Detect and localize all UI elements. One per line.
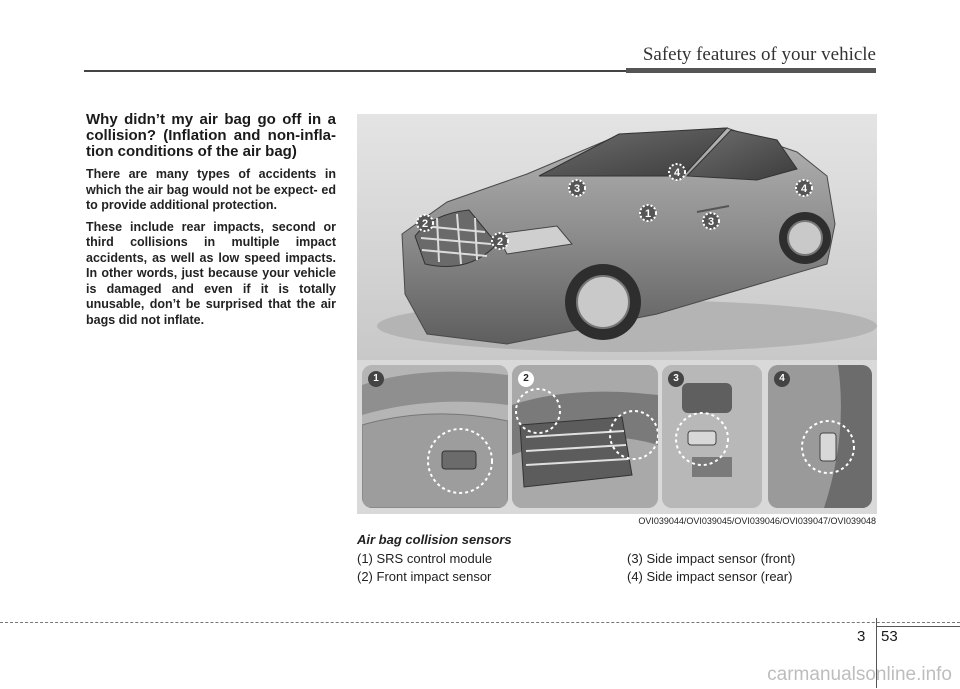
svg-text:3: 3 bbox=[707, 216, 715, 228]
panel-number-4: 4 bbox=[774, 371, 790, 387]
svg-text:4: 4 bbox=[673, 167, 681, 179]
detail-panel-front-sensor bbox=[512, 365, 658, 508]
sensor-marker-1 bbox=[640, 205, 656, 221]
svg-text:3: 3 bbox=[573, 183, 581, 195]
svg-text:2: 2 bbox=[496, 236, 504, 248]
detail-panel-side-sensor-front bbox=[662, 365, 762, 508]
caption-item-4: (4) Side impact sensor (rear) bbox=[627, 569, 793, 584]
svg-text:4: 4 bbox=[800, 183, 808, 195]
caption-item-1: (1) SRS control module bbox=[357, 551, 493, 566]
caption-title: Air bag collision sensors bbox=[357, 532, 512, 547]
detail-panel-side-sensor-rear bbox=[768, 365, 872, 508]
front-wheel bbox=[577, 276, 629, 328]
panel-number-3: 3 bbox=[668, 371, 684, 387]
rear-wheel bbox=[788, 221, 822, 255]
paragraph-1: There are many types of accidents in which the air bag would not be expect- ed to provide additional protection. bbox=[86, 167, 336, 212]
srs-module-illustration bbox=[362, 365, 508, 508]
text-column bbox=[86, 112, 336, 334]
section-heading: Why didn’t my air bag go off in a collision? (Inflation and non-infla- tion conditions of the air bag) bbox=[86, 111, 336, 160]
sensor-marker-3b bbox=[703, 213, 719, 229]
footer-tab bbox=[876, 626, 960, 627]
caption-item-3: (3) Side impact sensor (front) bbox=[627, 551, 796, 566]
sensor-marker-4a bbox=[669, 164, 685, 180]
svg-text:2: 2 bbox=[421, 218, 429, 230]
panel-number-1: 1 bbox=[368, 371, 384, 387]
sensor-marker-4b bbox=[796, 180, 812, 196]
sensor-marker-3a bbox=[569, 180, 585, 196]
header-rule-accent bbox=[626, 68, 876, 73]
page-number: 53 bbox=[881, 628, 898, 645]
caption-item-2: (2) Front impact sensor bbox=[357, 569, 492, 584]
svg-text:1: 1 bbox=[644, 208, 652, 220]
sensor-figure bbox=[357, 114, 877, 514]
front-sensor-illustration bbox=[512, 365, 658, 508]
paragraph-2: These include rear impacts, second or third collisions in multiple impact accidents, as well as low speed impacts. In other words, just because your vehicle is damaged and even if it is totally unusable, don’t be surprised that the air bags did not inflate. bbox=[86, 219, 336, 327]
panel-number-2: 2 bbox=[518, 371, 534, 387]
car-illustration bbox=[357, 114, 877, 360]
sensor-marker-2a bbox=[417, 215, 433, 231]
footer-rule bbox=[0, 622, 960, 623]
sensor-marker-2b bbox=[492, 233, 508, 249]
image-reference-code: OVI039044/OVI039045/OVI039046/OVI039047/OVI039048 bbox=[638, 516, 876, 526]
header-title: Safety features of your vehicle bbox=[642, 44, 876, 65]
watermark: carmanualsonline.info bbox=[767, 664, 952, 685]
chapter-number: 3 bbox=[857, 628, 866, 645]
detail-panel-srs-module bbox=[362, 365, 508, 508]
